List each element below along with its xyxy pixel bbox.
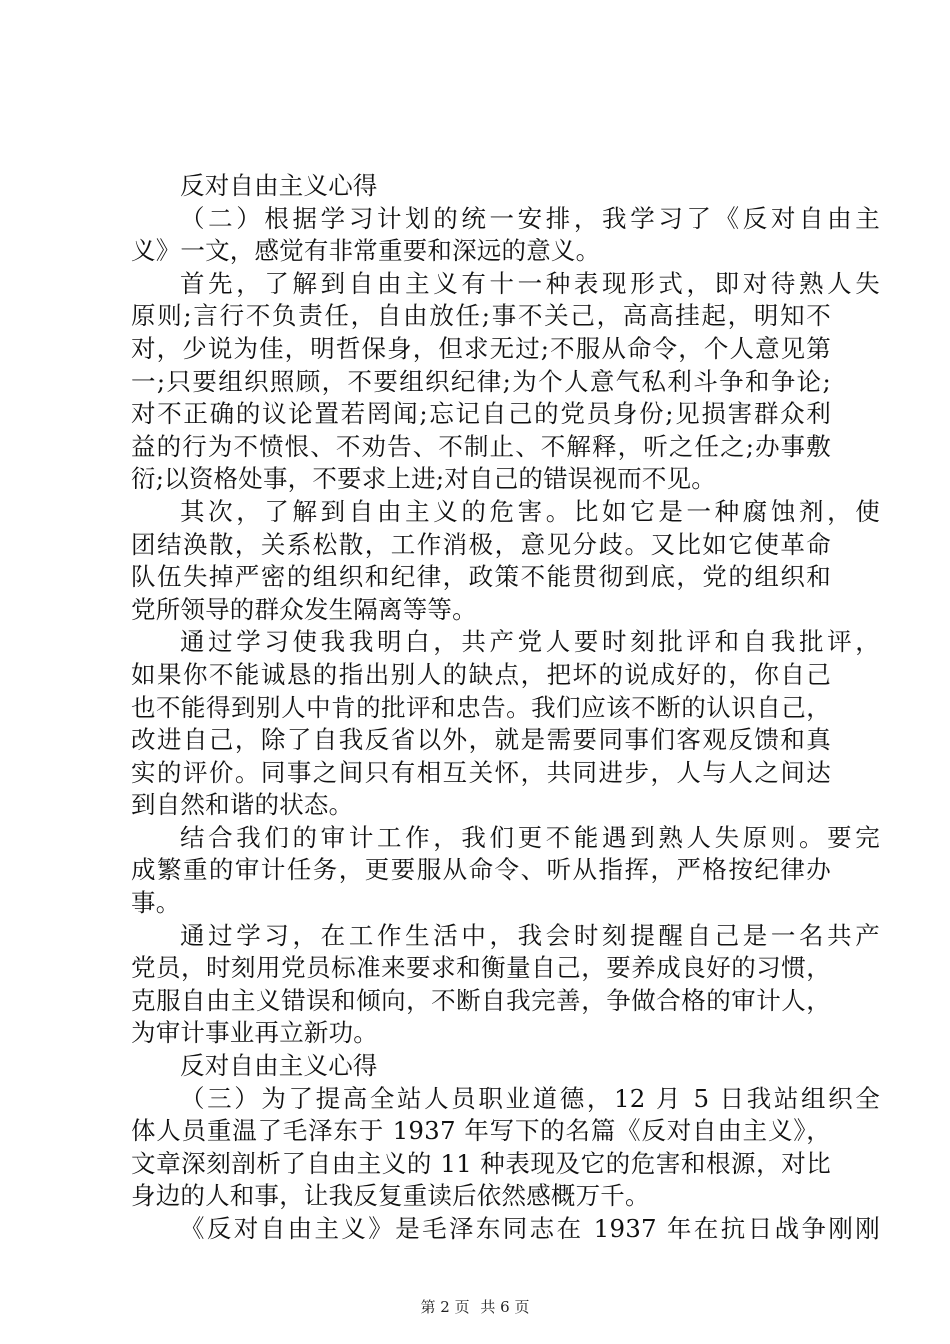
text-line: 衍;以资格处事，不要求上进;对自己的错误视而不见。 [131,464,717,494]
text-line: 到自然和谐的状态。 [131,790,354,820]
text-line: 义》一文，感觉有非常重要和深远的意义。 [131,236,601,266]
text-line: 体人员重温了毛泽东于 1937 年写下的名篇《反对自由主义》， [131,1116,831,1146]
page-footer [0,1296,950,1317]
text-line: 反对自由主义心得 [180,171,378,200]
text-line: （三）为了提高全站人员职业道德，12 月 5 日我站组织全 [180,1083,880,1113]
text-line: 事。 [131,888,181,918]
text-line: 反对自由主义心得 [180,1051,378,1081]
page-total: 共 6 页 [480,1298,530,1316]
text-line: 团结涣散，关系松散，工作消极，意见分歧。又比如它使革命 [131,529,831,559]
text-line: 也不能得到别人中肯的批评和忠告。我们应该不断的认识自己， [131,692,831,722]
text-line: （二）根据学习计划的统一安排，我学习了《反对自由主 [180,203,880,233]
text-line: 党员，时刻用党员标准来要求和衡量自己，要养成良好的习惯， [131,953,831,983]
text-line: 实的评价。同事之间只有相互关怀，共同进步，人与人之间达 [131,757,831,787]
document-body [131,170,880,1246]
text-line: 首先，了解到自由主义有十一种表现形式，即对待熟人失 [180,268,880,298]
text-line: 益的行为不愤恨、不劝告、不制止、不解释，听之任之;办事敷 [131,431,831,461]
text-line: 对，少说为佳，明哲保身，但求无过;不服从命令，个人意见第 [131,333,831,363]
text-line: 对不正确的议论置若罔闻;忘记自己的党员身份;见损害群众利 [131,399,831,429]
text-line: 结合我们的审计工作，我们更不能遇到熟人失原则。要完 [180,822,880,852]
text-line: 文章深刻剖析了自由主义的 11 种表现及它的危害和根源，对比 [131,1148,831,1178]
text-line: 《反对自由主义》是毛泽东同志在 1937 年在抗日战争刚刚 [180,1214,880,1243]
text-line: 通过学习使我我明白，共产党人要时刻批评和自我批评， [180,627,880,657]
text-line: 克服自由主义错误和倾向，不断自我完善，争做合格的审计人， [131,985,831,1015]
text-line: 通过学习，在工作生活中，我会时刻提醒自己是一名共产 [180,920,880,950]
text-line: 改进自己，除了自我反省以外，就是需要同事们客观反馈和真 [131,725,831,755]
text-line: 成繁重的审计任务，更要服从命令、听从指挥，严格按纪律办 [131,855,831,885]
text-line: 一;只要组织照顾，不要组织纪律;为个人意气私利斗争和争论; [131,366,831,396]
text-line: 身边的人和事，让我反复重读后依然感概万千。 [131,1181,650,1211]
text-line: 如果你不能诚恳的指出别人的缺点，把坏的说成好的，你自己 [131,659,831,689]
text-line: 为审计事业再立新功。 [131,1018,378,1048]
text-line: 原则;言行不负责任，自由放任;事不关己，高高挂起，明知不 [131,301,831,331]
text-line: 队伍失掉严密的组织和纪律，政策不能贯彻到底，党的组织和 [131,562,831,592]
text-line: 党所领导的群众发生隔离等等。 [131,594,477,624]
page-number: 第 2 页 [420,1298,470,1316]
text-line: 其次，了解到自由主义的危害。比如它是一种腐蚀剂，使 [180,496,880,526]
